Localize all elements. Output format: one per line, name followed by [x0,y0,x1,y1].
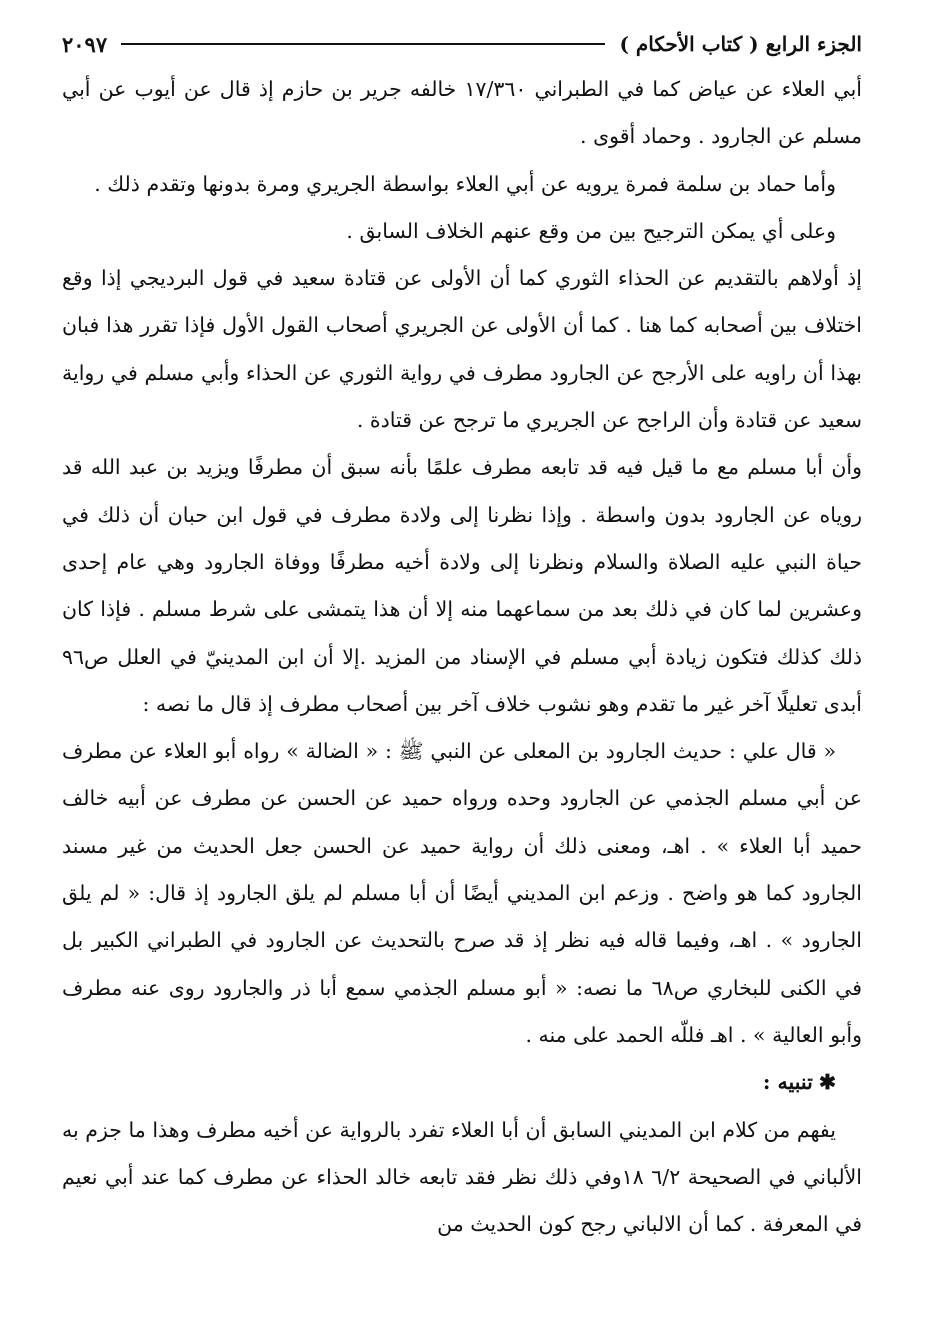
paragraph-abu-muslim: وأن أبا مسلم مع ما قيل فيه قد تابعه مطرف علمًا بأنه سبق أن مطرفًا ويزيد بن عبد الله قد روياه عن الجارود بدون واسطة . وإذا نظرنا إلى ولادة مطرف في قول ابن حبان أن ذلك في حياة النبي عليه الصلاة والسلام ونظرنا إلى ولادة أخيه مطرفًا ووفاة الجارود وهي عام إحدى وعشرين لما كان في ذلك بعد من سماعهما منه إلا أن هذا يتمشى على شرط مسلم . فإذا كان ذلك كذلك فتكون زيادة أبي مسلم في الإسناد من المزيد .إلا أن ابن المدينيّ في العلل ص٩٦ أبدى تعليلًا آخر غير ما تقدم وهو نشوب خلاف آخر بين أصحاب مطرف إذ قال ما نصه : [62,455,862,716]
header-rule [121,43,605,45]
paragraph-continuation: أبي العلاء عن عياض كما في الطبراني ١٧/٣٦٠ خالفه جرير بن حازم إذ قال عن أيوب عن أبي مسلم عن الجارود . وحماد أقوى . [62,77,863,149]
document-page [62,22,862,1312]
note-heading [62,1059,862,1106]
page-header [62,22,862,66]
note-paragraph: يفهم من كلام ابن المديني السابق أن أبا العلاء تفرد بالرواية عن أخيه مطرف وهذا ما جزم به الألباني في الصحيحة ٦/٢ ١٨وفي ذلك نظر فقد تابعه خالد الحذاء عن مطرف كما عند أبي نعيم في المعرفة . كما أن الالباني رجح كون الحديث من [62,1117,862,1237]
paragraph-tarjih: وعلى أي يمكن الترجيح بين من وقع عنهم الخلاف السابق . [346,218,836,243]
page-number: ٢٠٩٧ [62,31,108,57]
quotation-block: « قال علي : حديث الجارود بن المعلى عن النبي ﷺ : « الضالة » رواه أبو العلاء عن مطرف عن أبي مسلم الجذمي عن الجارود وحده ورواه حميد عن الحسن عن مطرف عن أبيه خالف حميد أبا العلاء » . اهـ، ومعنى ذلك أن رواية حميد عن الحسن جعل الحديث من غير مسند الجارود كما هو واضح . وزعم ابن المديني أيضًا أن أبا مسلم لم يلق الجارود إذ قال: « لم يلق الجارود » . اهـ، وفيما قاله فيه نظر إذ قد صرح بالتحديث عن الجارود في الطبراني الكبير بل في الكنى للبخاري ص٦٨ ما نصه: « أبو مسلم الجذمي سمع أبا ذر والجارود روى عنه مطرف وأبو العالية » . اهـ فللّه الحمد على منه . [62,739,862,1047]
asterisk-icon: ✱ [818,1070,836,1095]
note-heading-label: تنبيه : [762,1070,813,1095]
page-body [62,66,862,1248]
paragraph-awlahum: إذ أولاهم بالتقديم عن الحذاء الثوري كما أن الأولى عن قتادة سعيد في قول البرديجي إذا وقع اختلاف بين أصحابه كما هنا . كما أن الأولى عن الجريري أصحاب القول الأول فإذا تقرر هذا فبان بهذا أن راويه على الأرجح عن الجارود مطرف في رواية الثوري عن الحذاء وأبي مسلم في رواية سعيد عن قتادة وأن الراجح عن الجريري ما ترجح عن قتادة . [62,266,862,433]
paragraph-hammad: وأما حماد بن سلمة فمرة يرويه عن أبي العلاء بواسطة الجريري ومرة بدونها وتقدم ذلك . [94,171,836,196]
running-title: الجزء الرابع ( كتاب الأحكام ) [619,32,862,56]
